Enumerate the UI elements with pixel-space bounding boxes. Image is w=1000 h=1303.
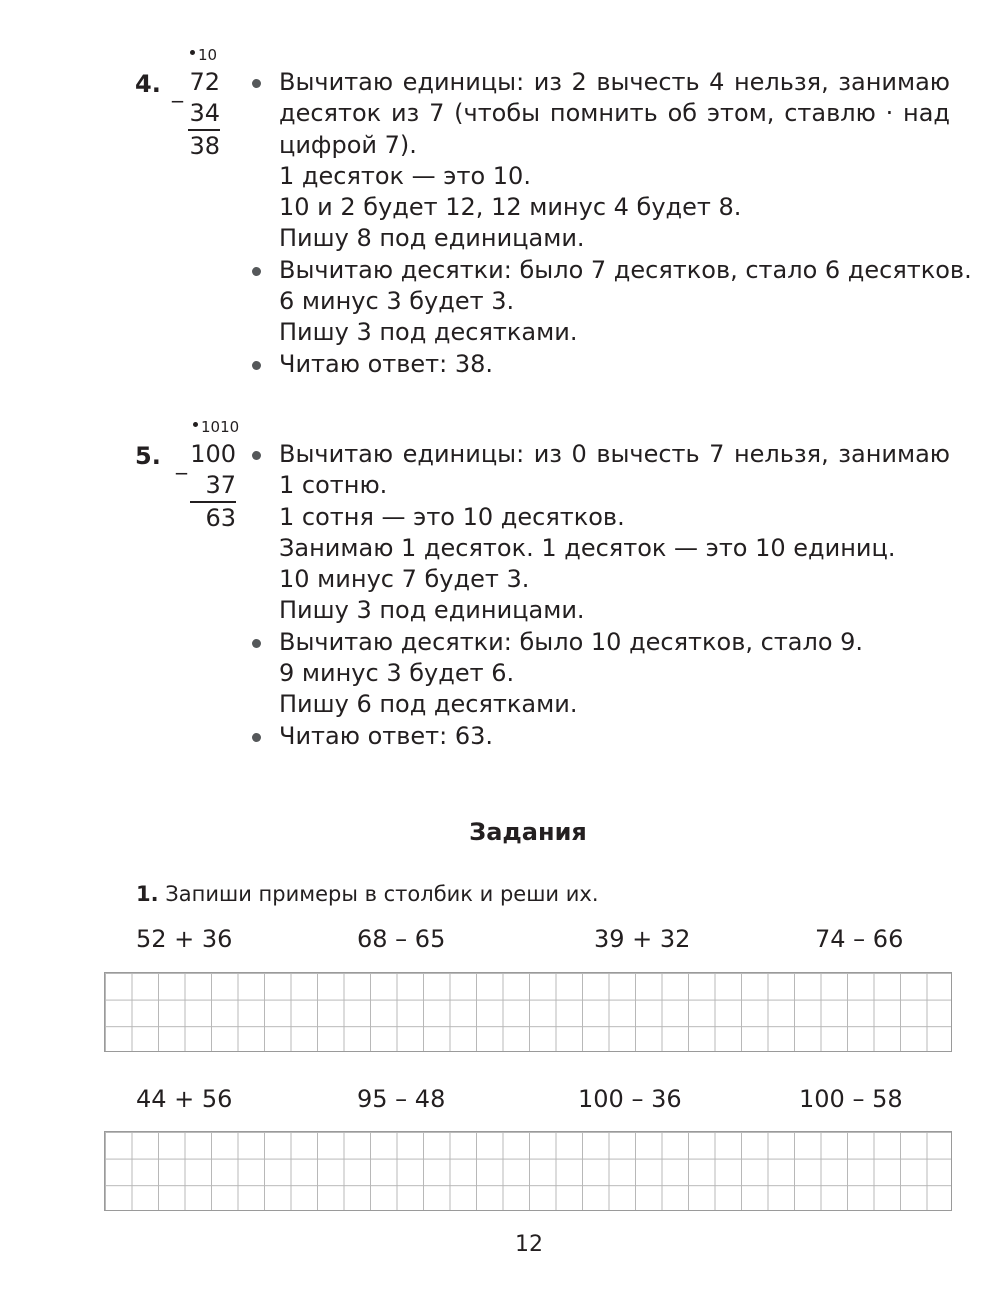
- bullet-icon: [252, 733, 261, 742]
- example-5-borrow-mark: 1010: [193, 418, 239, 436]
- task-expression: 100 – 36: [578, 1085, 682, 1113]
- example-5-bullet-units: [252, 439, 950, 627]
- list-item: цифрой 7).: [279, 130, 417, 159]
- example-5-minus-sign: _: [176, 450, 187, 475]
- list-item: 10 и 2 будет 12, 12 минус 4 будет 8.: [279, 193, 742, 222]
- example-4-bullet-answer: [252, 349, 972, 380]
- task-expression: 100 – 58: [799, 1085, 903, 1113]
- bullet-icon: [252, 639, 261, 648]
- borrow-dot-icon: [193, 422, 198, 427]
- task-1-text: Запиши примеры в столбик и реши их.: [165, 882, 599, 906]
- list-item: Читаю ответ: 38.: [279, 349, 494, 378]
- example-4-bullet-tens: [252, 255, 972, 349]
- bullet-icon: [252, 451, 261, 460]
- list-item: Читаю ответ: 63.: [279, 721, 494, 750]
- example-4-subtrahend: 34: [188, 98, 220, 131]
- task-expression: 68 – 65: [357, 925, 446, 953]
- answer-grid-2[interactable]: [104, 1131, 952, 1211]
- list-item: 1 сотню.: [279, 471, 388, 500]
- borrow-dot-icon: [190, 50, 195, 55]
- bullet-icon: [252, 79, 261, 88]
- example-5-bullet-tens: [252, 627, 950, 721]
- list-item: Занимаю 1 десяток. 1 десяток — это 10 единиц.: [279, 533, 896, 562]
- task-1-number: 1.: [136, 882, 159, 906]
- example-5-result: 63: [205, 504, 236, 532]
- list-item: Пишу 6 под десятками.: [279, 690, 578, 719]
- example-4-column: [188, 67, 220, 162]
- list-item: десяток из 7 (чтобы помнить об этом, ставлю · над: [279, 99, 950, 128]
- task-expression: 39 + 32: [594, 925, 691, 953]
- list-item: Пишу 3 под десятками.: [279, 318, 578, 347]
- example-5-minuend: 100: [190, 440, 236, 468]
- task-expression: 95 – 48: [357, 1085, 446, 1113]
- bullet-icon: [252, 361, 261, 370]
- list-item: Пишу 3 под единицами.: [279, 596, 585, 625]
- example-5-number: 5.: [135, 442, 161, 470]
- task-expression: 74 – 66: [815, 925, 904, 953]
- list-item: 6 минус 3 будет 3.: [279, 287, 515, 316]
- list-item: 1 сотня — это 10 десятков.: [279, 502, 625, 531]
- list-item: Вычитаю единицы: из 2 вычесть 4 нельзя, занимаю: [279, 68, 950, 96]
- list-item: Вычитаю единицы: из 0 вычесть 7 нельзя, занимаю: [279, 440, 950, 468]
- task-1-instruction: [136, 882, 599, 906]
- list-item: 10 минус 7 будет 3.: [279, 565, 530, 594]
- section-title: Задания: [469, 818, 587, 846]
- list-item: Вычитаю десятки: было 7 десятков, стало 6 десятков.: [279, 255, 972, 284]
- example-4-bullet-units: [252, 67, 972, 255]
- example-4-minus-sign: _: [172, 78, 183, 103]
- task-expression: 52 + 36: [136, 925, 233, 953]
- list-item: Вычитаю десятки: было 10 десятков, стало 9.: [279, 627, 864, 656]
- bullet-icon: [252, 267, 261, 276]
- list-item: 1 десяток — это 10.: [279, 161, 531, 190]
- list-item: 9 минус 3 будет 6.: [279, 659, 515, 688]
- example-4-result: 38: [189, 132, 220, 160]
- example-4-explanation: [252, 67, 972, 380]
- example-5-subtrahend: 37: [190, 470, 236, 503]
- page-number: 12: [515, 1232, 543, 1257]
- answer-grid-1[interactable]: [104, 972, 952, 1052]
- example-4-borrow-mark: 10: [190, 46, 217, 64]
- list-item: Пишу 8 под единицами.: [279, 224, 585, 253]
- example-5-explanation: [252, 439, 950, 752]
- example-4-minuend: 72: [189, 68, 220, 96]
- task-expression: 44 + 56: [136, 1085, 233, 1113]
- example-4-number: 4.: [135, 70, 161, 98]
- example-5-bullet-answer: [252, 721, 950, 752]
- example-5-column: [190, 439, 236, 534]
